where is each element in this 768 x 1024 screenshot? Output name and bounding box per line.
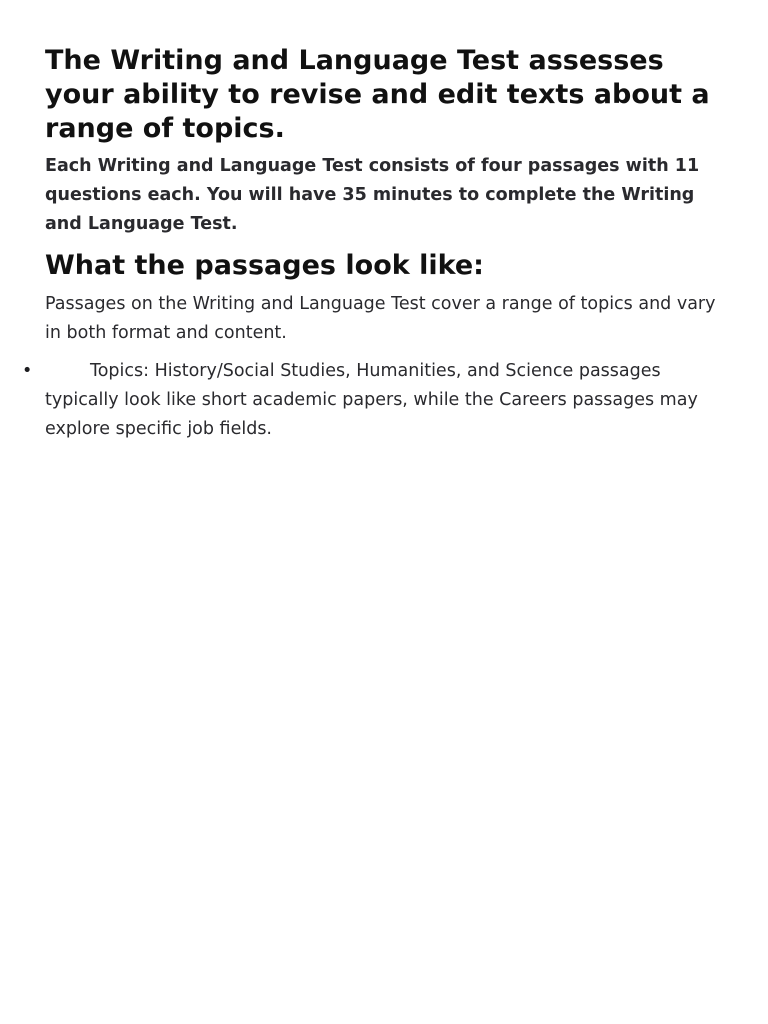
topics-list xyxy=(22,357,730,444)
document-content xyxy=(22,44,730,444)
list-item-text: Topics: History/Social Studies, Humanities, and Science passages typically look like short academic papers, while the Careers passages may explore specific job fields. xyxy=(45,361,698,439)
page-title: The Writing and Language Test assesses your ability to revise and edit texts about a range of topics. xyxy=(45,45,710,144)
intro-paragraph: Each Writing and Language Test consists of four passages with 11 questions each. You will have 35 minutes to complete the Writing and Language Test. xyxy=(45,156,700,234)
bullet-marker: • xyxy=(22,361,33,381)
section-paragraph: Passages on the Writing and Language Test cover a range of topics and vary in both format and content. xyxy=(45,294,716,343)
list-item xyxy=(22,357,730,444)
section-heading: What the passages look like: xyxy=(45,250,484,281)
